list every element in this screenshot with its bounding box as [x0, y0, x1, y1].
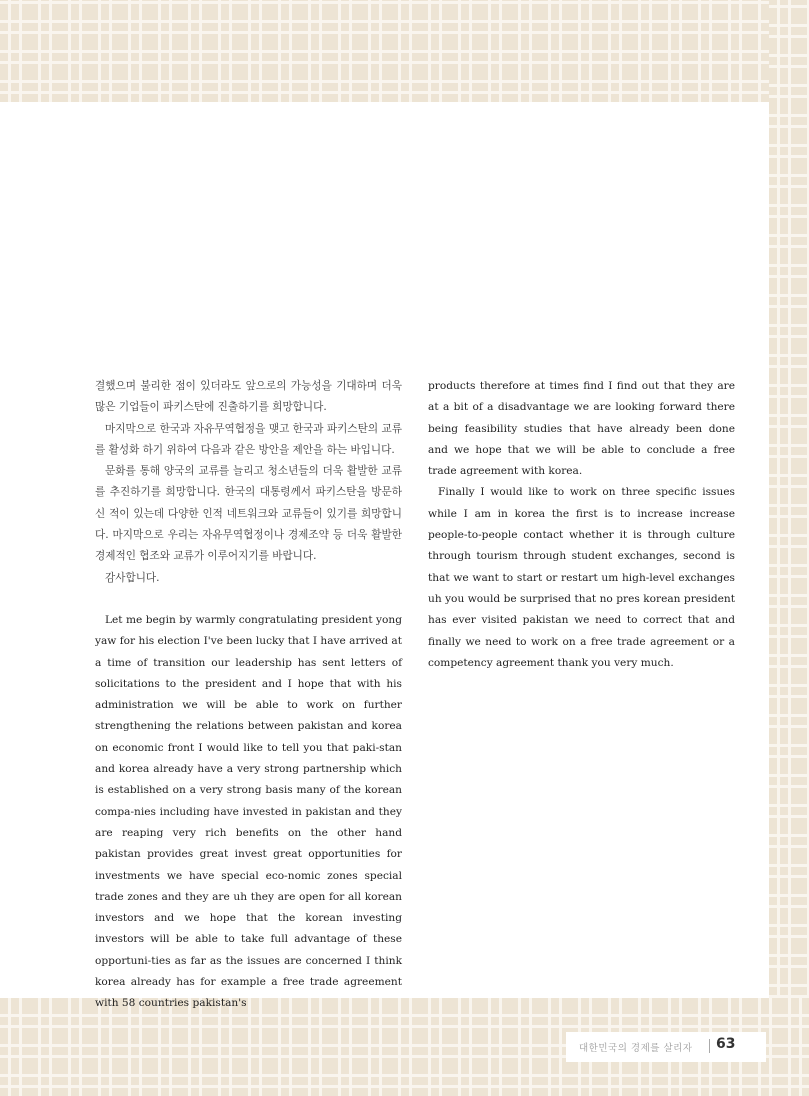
english-paragraph: Let me begin by warmly congratulating president yong yaw for his election I've been lucky that I have arrived at a time of transition our leadership has sent letters of solicitations to the president and I hope that with his administration we will be able to work on further strengthening the relations between pakistan and korea on economic front I would like to tell you that paki-stan and korea already have a very strong partnership which is established on a very strong basis many of the korean compa-nies including have invested in pakistan and they are reaping very rich benefits on the other hand pakistan provides great invest great opportunities for investments we have special eco-nomic zones special trade zones and they are uh they are open for all korean investors and we hope that the korean investing investors will be able to take full advantage of these opportuni-ties as far as the issues are concerned I think korea already has for example a free trade agreement with 58 countries pakistan's [95, 613, 402, 1010]
english-paragraph: products therefore at times find I find out that they are at a bit of a disadvantage we are looking forward there being feasibility studies that have already been done and we hope that we will be able to conclude a free trade agreement with korea. [428, 380, 735, 478]
left-column [95, 376, 402, 1015]
right-column [428, 376, 735, 674]
decorative-border-right [769, 0, 809, 1096]
page-number: 63 [716, 1036, 736, 1052]
decorative-border-top [0, 0, 809, 102]
footer-divider [709, 1039, 710, 1053]
korean-closing: 감사합니다. [105, 571, 160, 584]
running-footer-title: 대한민국의 경제를 살리자 [579, 1043, 693, 1054]
korean-paragraph: 문화를 통해 양국의 교류를 늘리고 청소년들의 더욱 활발한 교류를 추진하기를 희망합니다. 한국의 대통령께서 파키스탄을 방문하신 적이 있는데 다양한 인적 네트워크와 교류들이 있기를 희망합니다. 마지막으로 우리는 자유무역협정이나 경제조약 등 더욱 활발한 경제적인 협조와 교류가 이루어지기를 바랍니다. [95, 465, 402, 563]
paragraph-gap [95, 589, 402, 610]
korean-paragraph: 결했으며 불리한 점이 있더라도 앞으로의 가능성을 기대하며 더욱 많은 기업들이 파키스탄에 진출하기를 희망합니다. [95, 380, 402, 414]
korean-paragraph: 마지막으로 한국과 자유무역협정을 맺고 한국과 파키스탄의 교류를 활성화 하기 위하여 다음과 같은 방안을 제안을 하는 바입니다. [95, 422, 402, 456]
english-paragraph: Finally I would like to work on three specific issues while I am in korea the first is to increase increase people-to-people contact whether it is through culture through tourism through student exchanges, second is that we want to start or restart um high-level exchanges uh you would be surprised that no pres korean president has ever visited pakistan we need to correct that and finally we need to work on a free trade agreement or a competency agreement thank you very much. [428, 486, 735, 669]
